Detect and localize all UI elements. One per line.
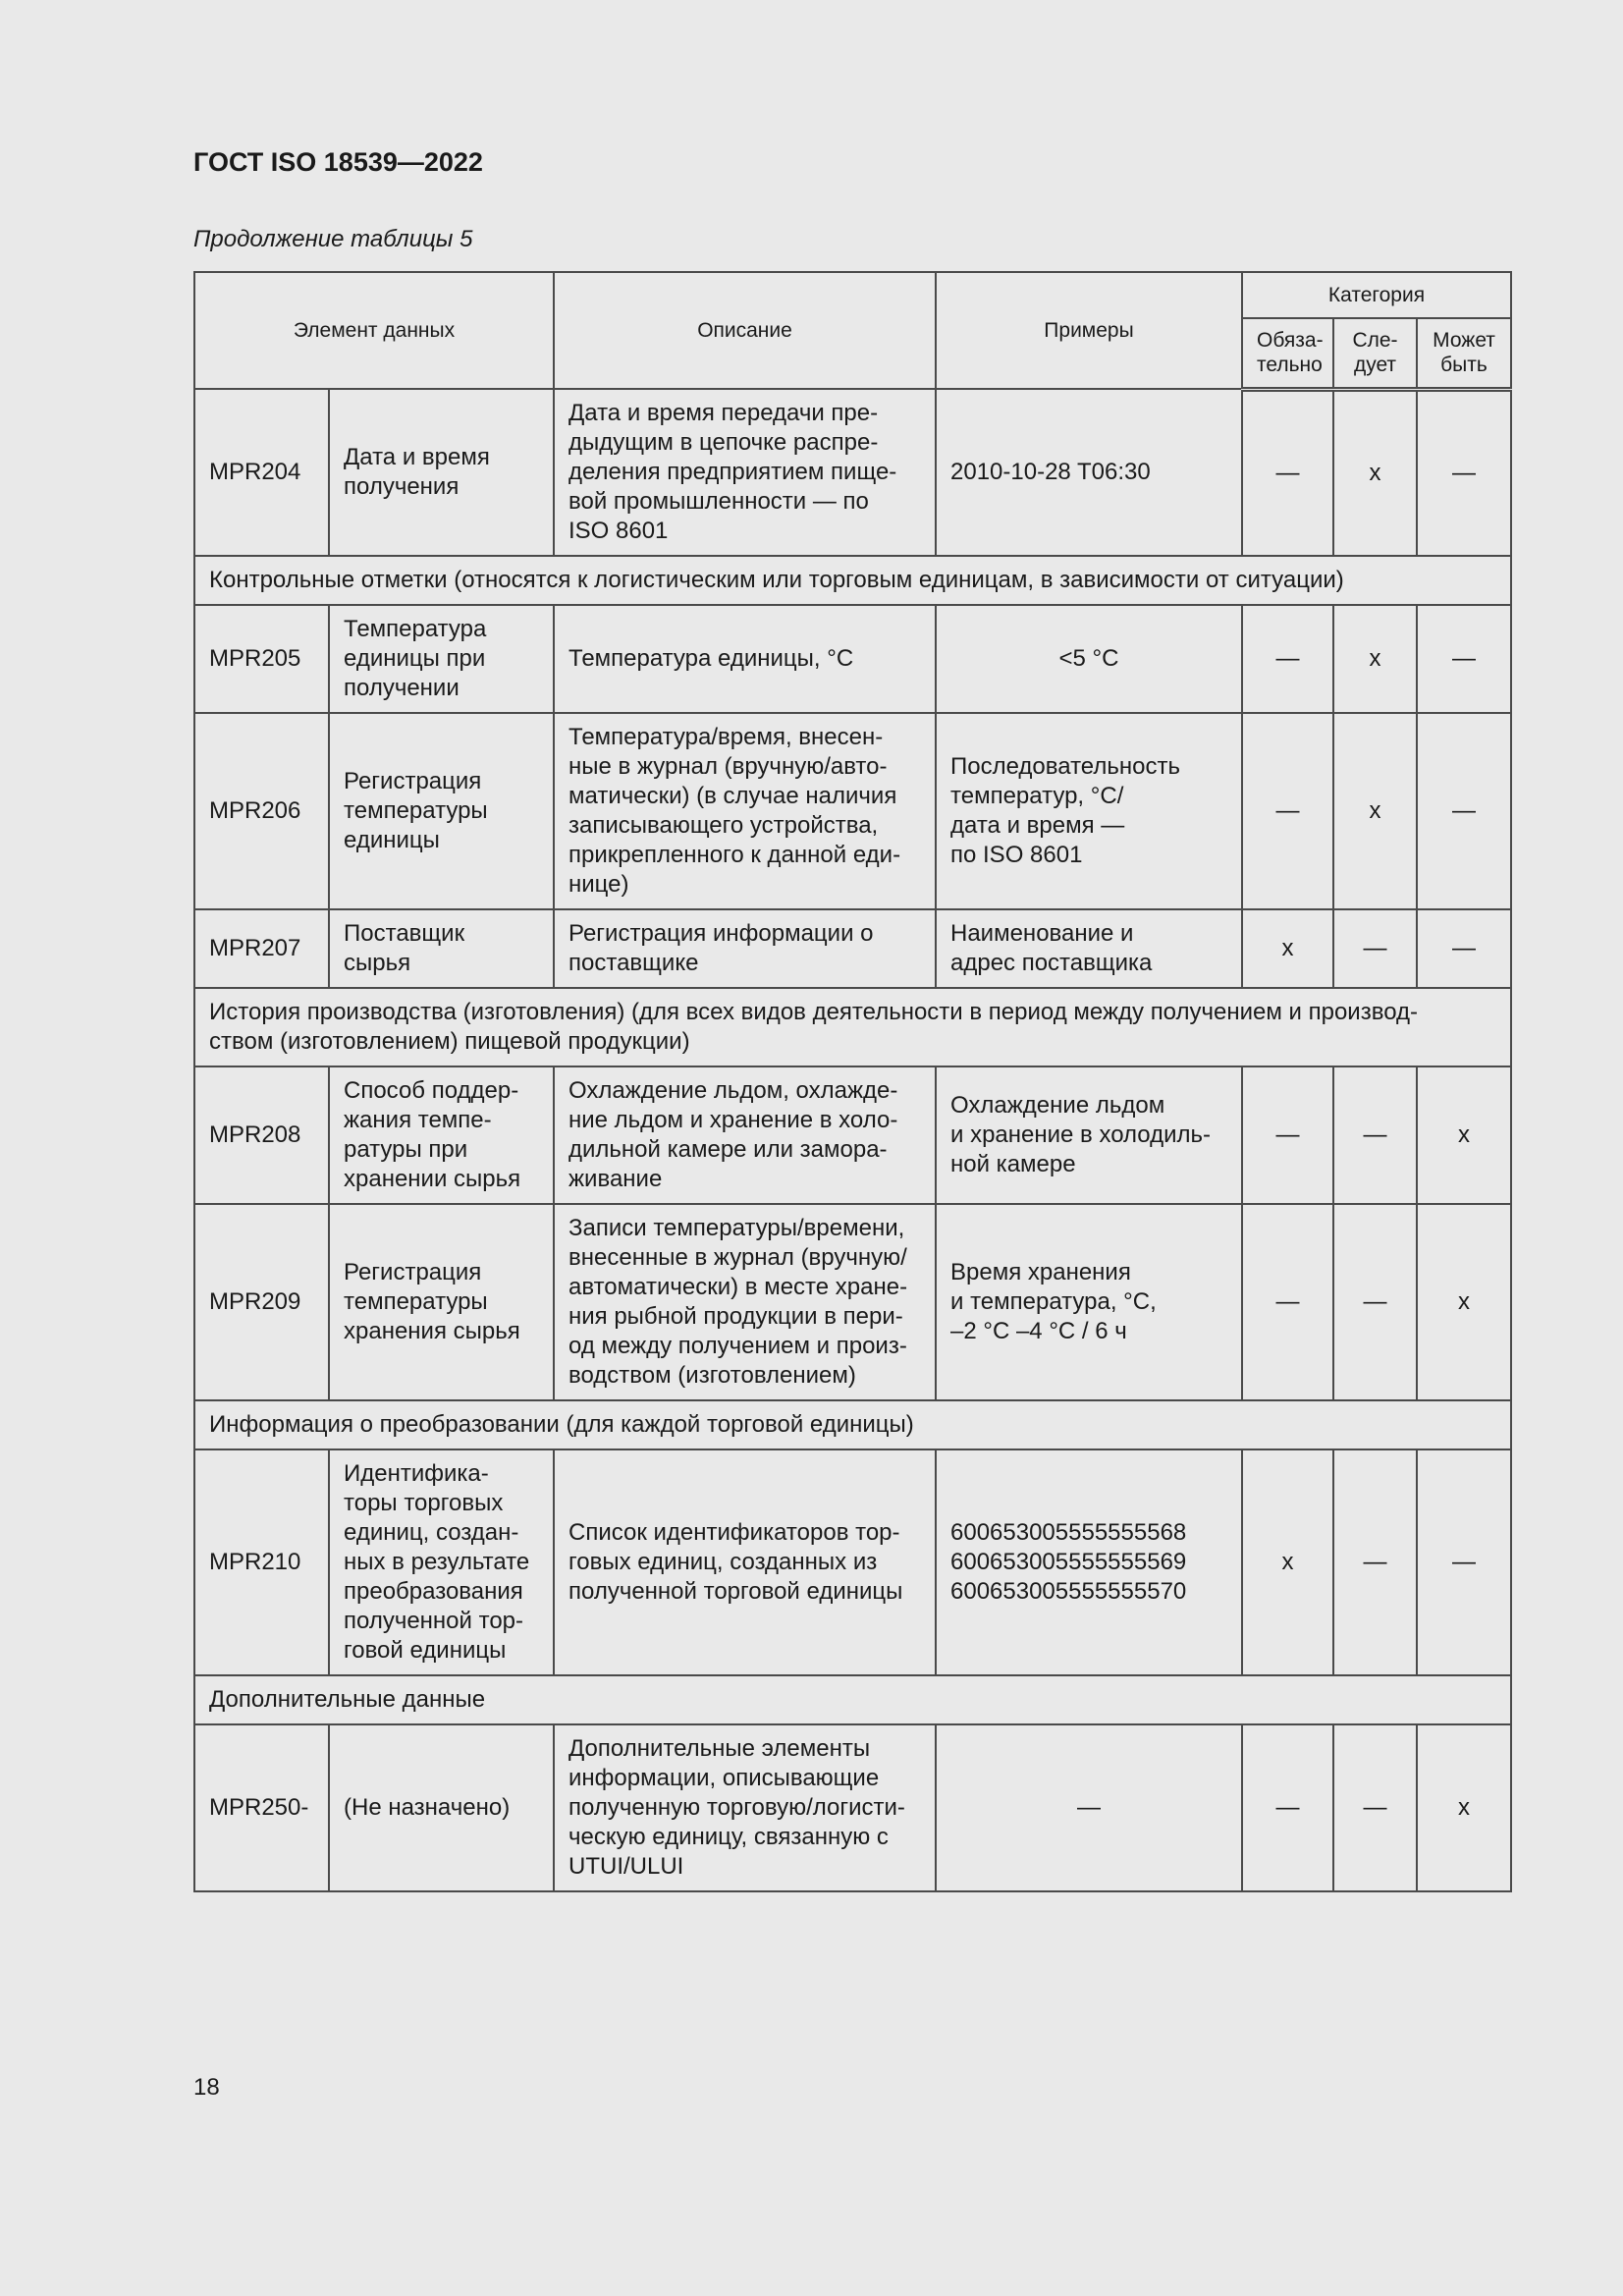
element-example: Охлаждение льдом и хранение в холодиль- ной камере	[936, 1066, 1242, 1204]
category-mandatory: —	[1242, 605, 1333, 713]
table-row	[194, 1724, 1511, 1891]
element-example: 600653005555555568 600653005555555569 600653005555555570	[936, 1449, 1242, 1675]
category-mandatory: —	[1242, 1066, 1333, 1204]
section-row	[194, 1400, 1511, 1449]
element-name: (Не назначено)	[329, 1724, 554, 1891]
table-row	[194, 605, 1511, 713]
table-row	[194, 1066, 1511, 1204]
element-example: —	[936, 1724, 1242, 1891]
element-description: Охлаждение льдом, охлажде- ние льдом и хранение в холо- дильной камере или замора- живание	[554, 1066, 936, 1204]
category-should: —	[1333, 1724, 1417, 1891]
element-code: MPR210	[194, 1449, 329, 1675]
category-should: x	[1333, 389, 1417, 556]
table-row	[194, 1449, 1511, 1675]
header-examples: Примеры	[936, 272, 1242, 389]
table-row	[194, 713, 1511, 909]
element-description: Записи температуры/времени, внесенные в журнал (вручную/ автоматически) в месте хране- ния рыбной продукции в пери- од между получением и произ- водством (изготовлением)	[554, 1204, 936, 1400]
element-description: Дата и время передачи пре- дыдущим в цепочке распре- деления предприятием пище- вой промышленности — по ISO 8601	[554, 389, 936, 556]
category-may: —	[1417, 713, 1511, 909]
element-example: Время хранения и температура, °С, –2 °С –4 °С / 6 ч	[936, 1204, 1242, 1400]
header-element: Элемент данных	[194, 272, 554, 389]
element-code: MPR250-	[194, 1724, 329, 1891]
element-description: Список идентификаторов тор- говых единиц, созданных из полученной торговой единицы	[554, 1449, 936, 1675]
element-code: MPR208	[194, 1066, 329, 1204]
category-mandatory: —	[1242, 1724, 1333, 1891]
element-example: Последовательность температур, °С/ дата и время — по ISO 8601	[936, 713, 1242, 909]
element-name: Поставщик сырья	[329, 909, 554, 988]
header-description: Описание	[554, 272, 936, 389]
element-example: Наименование и адрес поставщика	[936, 909, 1242, 988]
element-name: Дата и время получения	[329, 389, 554, 556]
category-may: x	[1417, 1066, 1511, 1204]
element-description: Регистрация информации о поставщике	[554, 909, 936, 988]
section-heading: Контрольные отметки (относятся к логистическим или торговым единицам, в зависимости от ситуации)	[194, 556, 1511, 605]
element-name: Регистрация температуры единицы	[329, 713, 554, 909]
data-elements-table	[193, 271, 1512, 1892]
category-may: x	[1417, 1204, 1511, 1400]
category-should: —	[1333, 1204, 1417, 1400]
category-should: —	[1333, 909, 1417, 988]
category-mandatory: —	[1242, 389, 1333, 556]
table-row	[194, 389, 1511, 556]
element-description: Температура/время, внесен- ные в журнал (вручную/авто- матически) (в случае наличия записывающего устройства, прикрепленного к данной еди- нице)	[554, 713, 936, 909]
section-row	[194, 556, 1511, 605]
category-should: —	[1333, 1449, 1417, 1675]
category-may: —	[1417, 909, 1511, 988]
element-example: 2010-10-28 T06:30	[936, 389, 1242, 556]
category-mandatory: x	[1242, 909, 1333, 988]
page-number: 18	[193, 2074, 220, 2101]
category-may: —	[1417, 605, 1511, 713]
category-may: —	[1417, 389, 1511, 556]
header-category: Категория	[1242, 272, 1511, 318]
element-name: Способ поддер- жания темпе- ратуры при хранении сырья	[329, 1066, 554, 1204]
element-description: Дополнительные элементы информации, описывающие полученную торговую/логисти- ческую единицу, связанную с UTUI/ULUI	[554, 1724, 936, 1891]
element-name: Регистрация температуры хранения сырья	[329, 1204, 554, 1400]
category-should: —	[1333, 1066, 1417, 1204]
element-code: MPR209	[194, 1204, 329, 1400]
table-row	[194, 909, 1511, 988]
header-mandatory: Обяза- тельно	[1242, 318, 1333, 389]
section-heading: Информация о преобразовании (для каждой торговой единицы)	[194, 1400, 1511, 1449]
element-code: MPR205	[194, 605, 329, 713]
section-row	[194, 988, 1511, 1066]
category-mandatory: —	[1242, 1204, 1333, 1400]
category-should: x	[1333, 713, 1417, 909]
element-code: MPR207	[194, 909, 329, 988]
element-name: Идентифика- торы торговых единиц, создан- ных в результате преобразования полученной тор- говой единицы	[329, 1449, 554, 1675]
category-may: —	[1417, 1449, 1511, 1675]
element-example: <5 °С	[936, 605, 1242, 713]
document-header: ГОСТ ISO 18539—2022	[193, 147, 483, 177]
element-description: Температура единицы, °С	[554, 605, 936, 713]
category-mandatory: —	[1242, 713, 1333, 909]
category-should: x	[1333, 605, 1417, 713]
category-mandatory: x	[1242, 1449, 1333, 1675]
section-heading: Дополнительные данные	[194, 1675, 1511, 1724]
table-body	[194, 389, 1511, 1891]
table-row	[194, 1204, 1511, 1400]
category-may: x	[1417, 1724, 1511, 1891]
header-should: Сле- дует	[1333, 318, 1417, 389]
table-caption: Продолжение таблицы 5	[193, 226, 473, 252]
section-row	[194, 1675, 1511, 1724]
header-may: Может быть	[1417, 318, 1511, 389]
element-code: MPR206	[194, 713, 329, 909]
element-name: Температура единицы при получении	[329, 605, 554, 713]
section-heading: История производства (изготовления) (для всех видов деятельности в период между получением и производ- ством (изготовлением) пищевой продукции)	[194, 988, 1511, 1066]
element-code: MPR204	[194, 389, 329, 556]
